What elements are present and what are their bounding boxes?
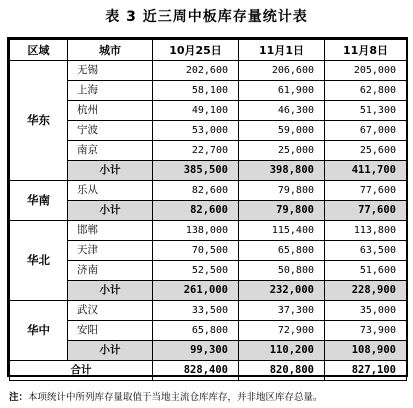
- header-region: 区域: [10, 40, 68, 61]
- city-cell: 无锡: [68, 61, 153, 81]
- subtotal-cell: 79,800: [239, 201, 325, 221]
- header-week-3: 11月8日: [325, 40, 407, 61]
- subtotal-label: 小计: [68, 201, 153, 221]
- table-row: [10, 261, 407, 281]
- table-row: [10, 81, 407, 101]
- inventory-table: [7, 37, 408, 377]
- value-cell: 65,800: [153, 321, 239, 341]
- city-cell: 武汉: [68, 301, 153, 321]
- value-cell: 77,600: [325, 181, 407, 201]
- value-cell: 70,500: [153, 241, 239, 261]
- value-cell: 62,800: [325, 81, 407, 101]
- subtotal-cell: 110,200: [239, 341, 325, 361]
- table-row: [10, 181, 407, 201]
- value-cell: 50,800: [239, 261, 325, 281]
- subtotal-cell: 99,300: [153, 341, 239, 361]
- value-cell: 79,800: [239, 181, 325, 201]
- header-week-1: 10月25日: [153, 40, 239, 61]
- table-row: [10, 301, 407, 321]
- value-cell: 51,300: [325, 101, 407, 121]
- value-cell: 35,000: [325, 301, 407, 321]
- subtotal-row: [10, 281, 407, 301]
- subtotal-cell: 228,900: [325, 281, 407, 301]
- value-cell: 25,000: [239, 141, 325, 161]
- value-cell: 202,600: [153, 61, 239, 81]
- subtotal-label: 小计: [68, 281, 153, 301]
- header-city: 城市: [68, 40, 153, 61]
- region-cell: 华南: [10, 181, 68, 221]
- subtotal-label: 小计: [68, 161, 153, 181]
- value-cell: 82,600: [153, 181, 239, 201]
- value-cell: 206,600: [239, 61, 325, 81]
- value-cell: 115,400: [239, 221, 325, 241]
- city-cell: 上海: [68, 81, 153, 101]
- value-cell: 52,500: [153, 261, 239, 281]
- city-cell: 济南: [68, 261, 153, 281]
- value-cell: 59,000: [239, 121, 325, 141]
- table-row: [10, 221, 407, 241]
- region-cell: 华中: [10, 301, 68, 361]
- subtotal-row: [10, 201, 407, 221]
- subtotal-row: [10, 341, 407, 361]
- subtotal-cell: 398,800: [239, 161, 325, 181]
- city-cell: 天津: [68, 241, 153, 261]
- value-cell: 138,000: [153, 221, 239, 241]
- total-cell: 820,800: [239, 361, 325, 381]
- value-cell: 37,300: [239, 301, 325, 321]
- city-cell: 宁波: [68, 121, 153, 141]
- value-cell: 51,600: [325, 261, 407, 281]
- subtotal-cell: 82,600: [153, 201, 239, 221]
- city-cell: 邯郸: [68, 221, 153, 241]
- total-row: [10, 361, 407, 381]
- value-cell: 33,500: [153, 301, 239, 321]
- header-row: [10, 40, 407, 61]
- city-cell: 乐从: [68, 181, 153, 201]
- total-label: 合计: [10, 361, 153, 381]
- value-cell: 22,700: [153, 141, 239, 161]
- subtotal-cell: 232,000: [239, 281, 325, 301]
- subtotal-row: [10, 161, 407, 181]
- table-row: [10, 241, 407, 261]
- total-cell: 827,100: [325, 361, 407, 381]
- value-cell: 25,600: [325, 141, 407, 161]
- subtotal-cell: 261,000: [153, 281, 239, 301]
- subtotal-cell: 77,600: [325, 201, 407, 221]
- value-cell: 73,900: [325, 321, 407, 341]
- table-row: [10, 141, 407, 161]
- table-row: [10, 61, 407, 81]
- region-cell: 华东: [10, 61, 68, 181]
- value-cell: 113,800: [325, 221, 407, 241]
- value-cell: 72,900: [239, 321, 325, 341]
- value-cell: 205,000: [325, 61, 407, 81]
- city-cell: 安阳: [68, 321, 153, 341]
- city-cell: 南京: [68, 141, 153, 161]
- subtotal-cell: 411,700: [325, 161, 407, 181]
- value-cell: 61,900: [239, 81, 325, 101]
- table-note: [9, 389, 323, 403]
- value-cell: 53,000: [153, 121, 239, 141]
- value-cell: 63,500: [325, 241, 407, 261]
- table-row: [10, 121, 407, 141]
- header-week-2: 11月1日: [239, 40, 325, 61]
- value-cell: 67,000: [325, 121, 407, 141]
- subtotal-label: 小计: [68, 341, 153, 361]
- table-row: [10, 101, 407, 121]
- value-cell: 65,800: [239, 241, 325, 261]
- note-text: 本项统计中所列库存量取值于当地主流仓库库存，并非地区库存总量。: [28, 392, 323, 403]
- value-cell: 49,100: [153, 101, 239, 121]
- table-row: [10, 321, 407, 341]
- region-cell: 华北: [10, 221, 68, 301]
- note-label: 注：: [9, 392, 29, 403]
- total-cell: 828,400: [153, 361, 239, 381]
- subtotal-cell: 108,900: [325, 341, 407, 361]
- city-cell: 杭州: [68, 101, 153, 121]
- table-title: 表 3 近三周中板库存量统计表: [105, 9, 308, 25]
- value-cell: 46,300: [239, 101, 325, 121]
- subtotal-cell: 385,500: [153, 161, 239, 181]
- value-cell: 58,100: [153, 81, 239, 101]
